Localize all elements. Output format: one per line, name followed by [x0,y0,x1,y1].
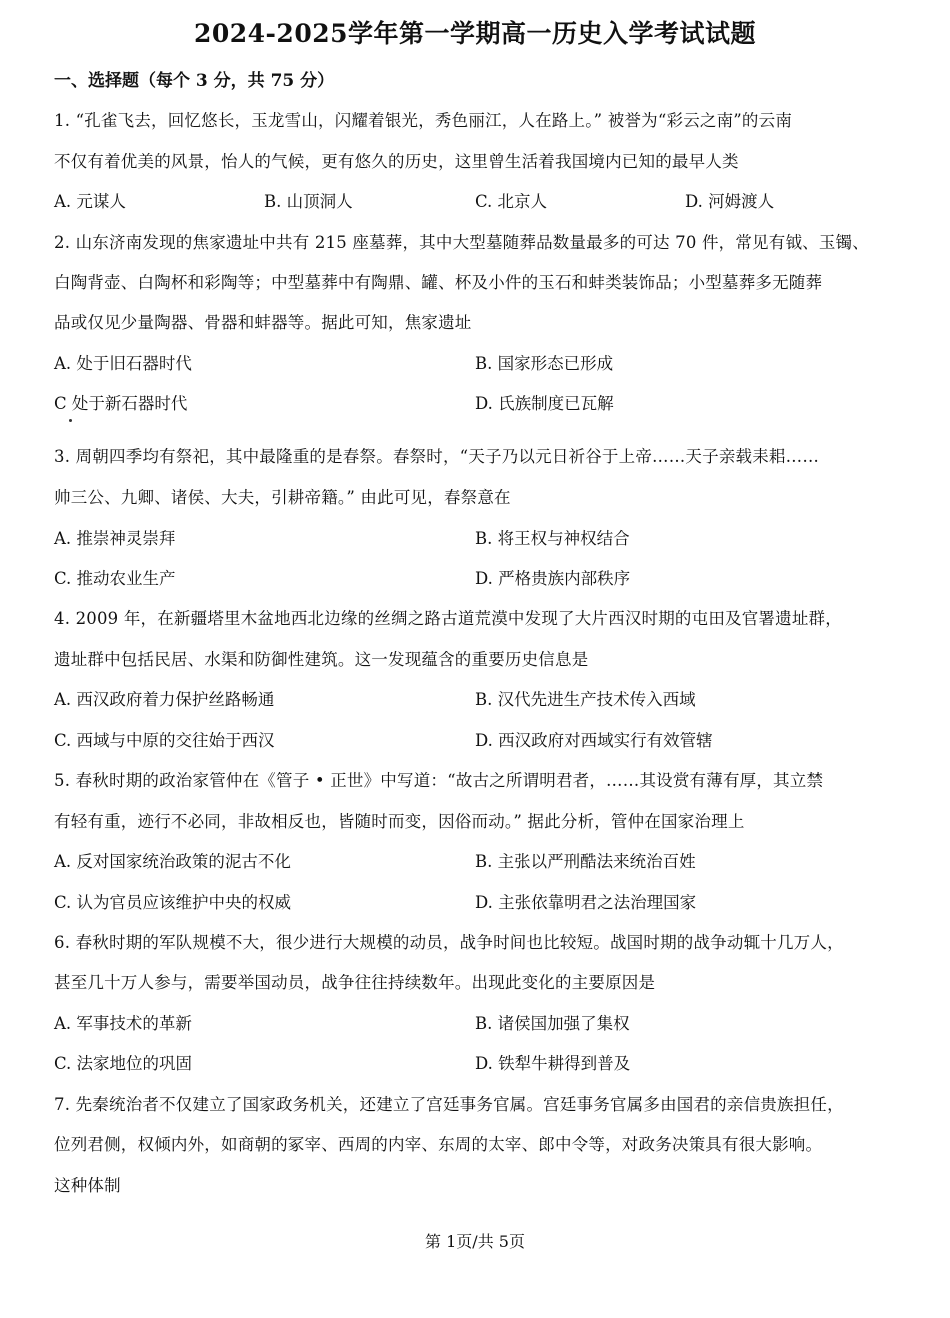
question-3-option-b: B. 将王权与神权结合 [475,529,630,548]
question-6-line-2: 甚至几十万人参与，需要举国动员，战争往往持续数年。出现此变化的主要原因是 [54,973,656,992]
question-6-line-1: 6. 春秋时期的军队规模不大，很少进行大规模的动员，战争时间也比较短。战国时期的战争动辄十几万人， [54,933,844,952]
question-2-option-c: C 处于新石器时代 [54,394,188,413]
question-6-option-a: A. 军事技术的革新 [54,1014,192,1033]
question-3-line-2: 帅三公、九卿、诸侯、大夫，引耕帝籍。” 由此可见，春祭意在 [54,488,511,507]
question-6-option-b: B. 诸侯国加强了集权 [475,1014,630,1033]
question-7-line-1: 7. 先秦统治者不仅建立了国家政务机关，还建立了宫廷事务官属。宫廷事务官属多由国君的亲信贵族担任， [54,1095,844,1114]
question-7-line-3: 这种体制 [54,1176,121,1195]
question-1-line-1: 1. “孔雀飞去，回忆悠长，玉龙雪山，闪耀着银光，秀色丽江，人在路上。” 被誉为“彩云之南”的云南 [54,111,793,130]
question-5-option-a: A. 反对国家统治政策的泥古不化 [54,852,291,871]
question-5-line-1: 5. 春秋时期的政治家管仲在《管子 • 正世》中写道：“故古之所谓明君者，……其设赏有薄有厚，其立禁 [54,771,824,790]
question-2-line-2: 白陶背壶、白陶杯和彩陶等；中型墓葬中有陶鼎、罐、杯及小件的玉石和蚌类装饰品；小型墓葬多无随葬 [54,273,823,292]
question-1-option-a: A. 元谋人 [54,192,126,211]
question-2-option-d: D. 氏族制度已瓦解 [475,394,614,413]
question-4-line-2: 遗址群中包括民居、水渠和防御性建筑。这一发现蕴含的重要历史信息是 [54,650,589,669]
question-5-option-d: D. 主张依靠明君之法治理国家 [475,893,697,912]
question-3-option-a: A. 推崇神灵崇拜 [54,529,176,548]
question-3-option-d: D. 严格贵族内部秩序 [475,569,631,588]
question-4-option-c: C. 西域与中原的交往始于西汉 [54,731,275,750]
question-5-line-2: 有轻有重，迹行不必同，非故相反也，皆随时而变，因俗而动。” 据此分析，管仲在国家治理上 [54,812,745,831]
question-7-line-2: 位列君侧，权倾内外，如商朝的冢宰、西周的内宰、东周的太宰、郎中令等，对政务决策具有很大影响。 [54,1135,823,1154]
question-1-line-2: 不仅有着优美的风景，怡人的气候，更有悠久的历史，这里曾生活着我国境内已知的最早人类 [54,152,739,171]
question-1-option-c: C. 北京人 [475,192,548,211]
question-6-option-d: D. 铁犁牛耕得到普及 [475,1054,631,1073]
question-3-line-1: 3. 周朝四季均有祭祀，其中最隆重的是春祭。春祭时，“天子乃以元日祈谷于上帝……天子亲载耒耜…… [54,447,820,466]
question-6-option-c: C. 法家地位的巩固 [54,1054,193,1073]
question-2-option-b: B. 国家形态已形成 [475,354,614,373]
question-4-option-d: D. 西汉政府对西域实行有效管辖 [475,731,713,750]
question-2-line-3: 品或仅见少量陶器、骨器和蚌器等。据此可知，焦家遗址 [54,313,472,332]
question-5-option-c: C. 认为官员应该维护中央的权威 [54,893,292,912]
question-2-line-1: 2. 山东济南发现的焦家遗址中共有 215 座墓葬，其中大型墓随葬品数量最多的可达 70 件，常见有钺、玉镯、 [54,233,869,252]
question-2-option-a: A. 处于旧石器时代 [54,354,192,373]
question-1-option-d: D. 河姆渡人 [685,192,775,211]
question-4-line-1: 4. 2009 年，在新疆塔里木盆地西北边缘的丝绸之路古道荒漠中发现了大片西汉时期的屯田及官署遗址群， [54,609,842,628]
question-4-option-a: A. 西汉政府着力保护丝路畅通 [54,690,275,709]
page-footer: 第 1页/共 5页 [425,1232,525,1251]
page-title: 2024-2025学年第一学期高一历史入学考试试题 [193,19,757,48]
question-1-option-b: B. 山顶洞人 [264,192,353,211]
question-5-option-b: B. 主张以严刑酷法来统治百姓 [475,852,696,871]
stray-dot [69,419,72,422]
section-heading: 一、选择题（每个 3 分，共 75 分） [54,71,335,91]
question-4-option-b: B. 汉代先进生产技术传入西域 [475,690,696,709]
question-3-option-c: C. 推动农业生产 [54,569,176,588]
